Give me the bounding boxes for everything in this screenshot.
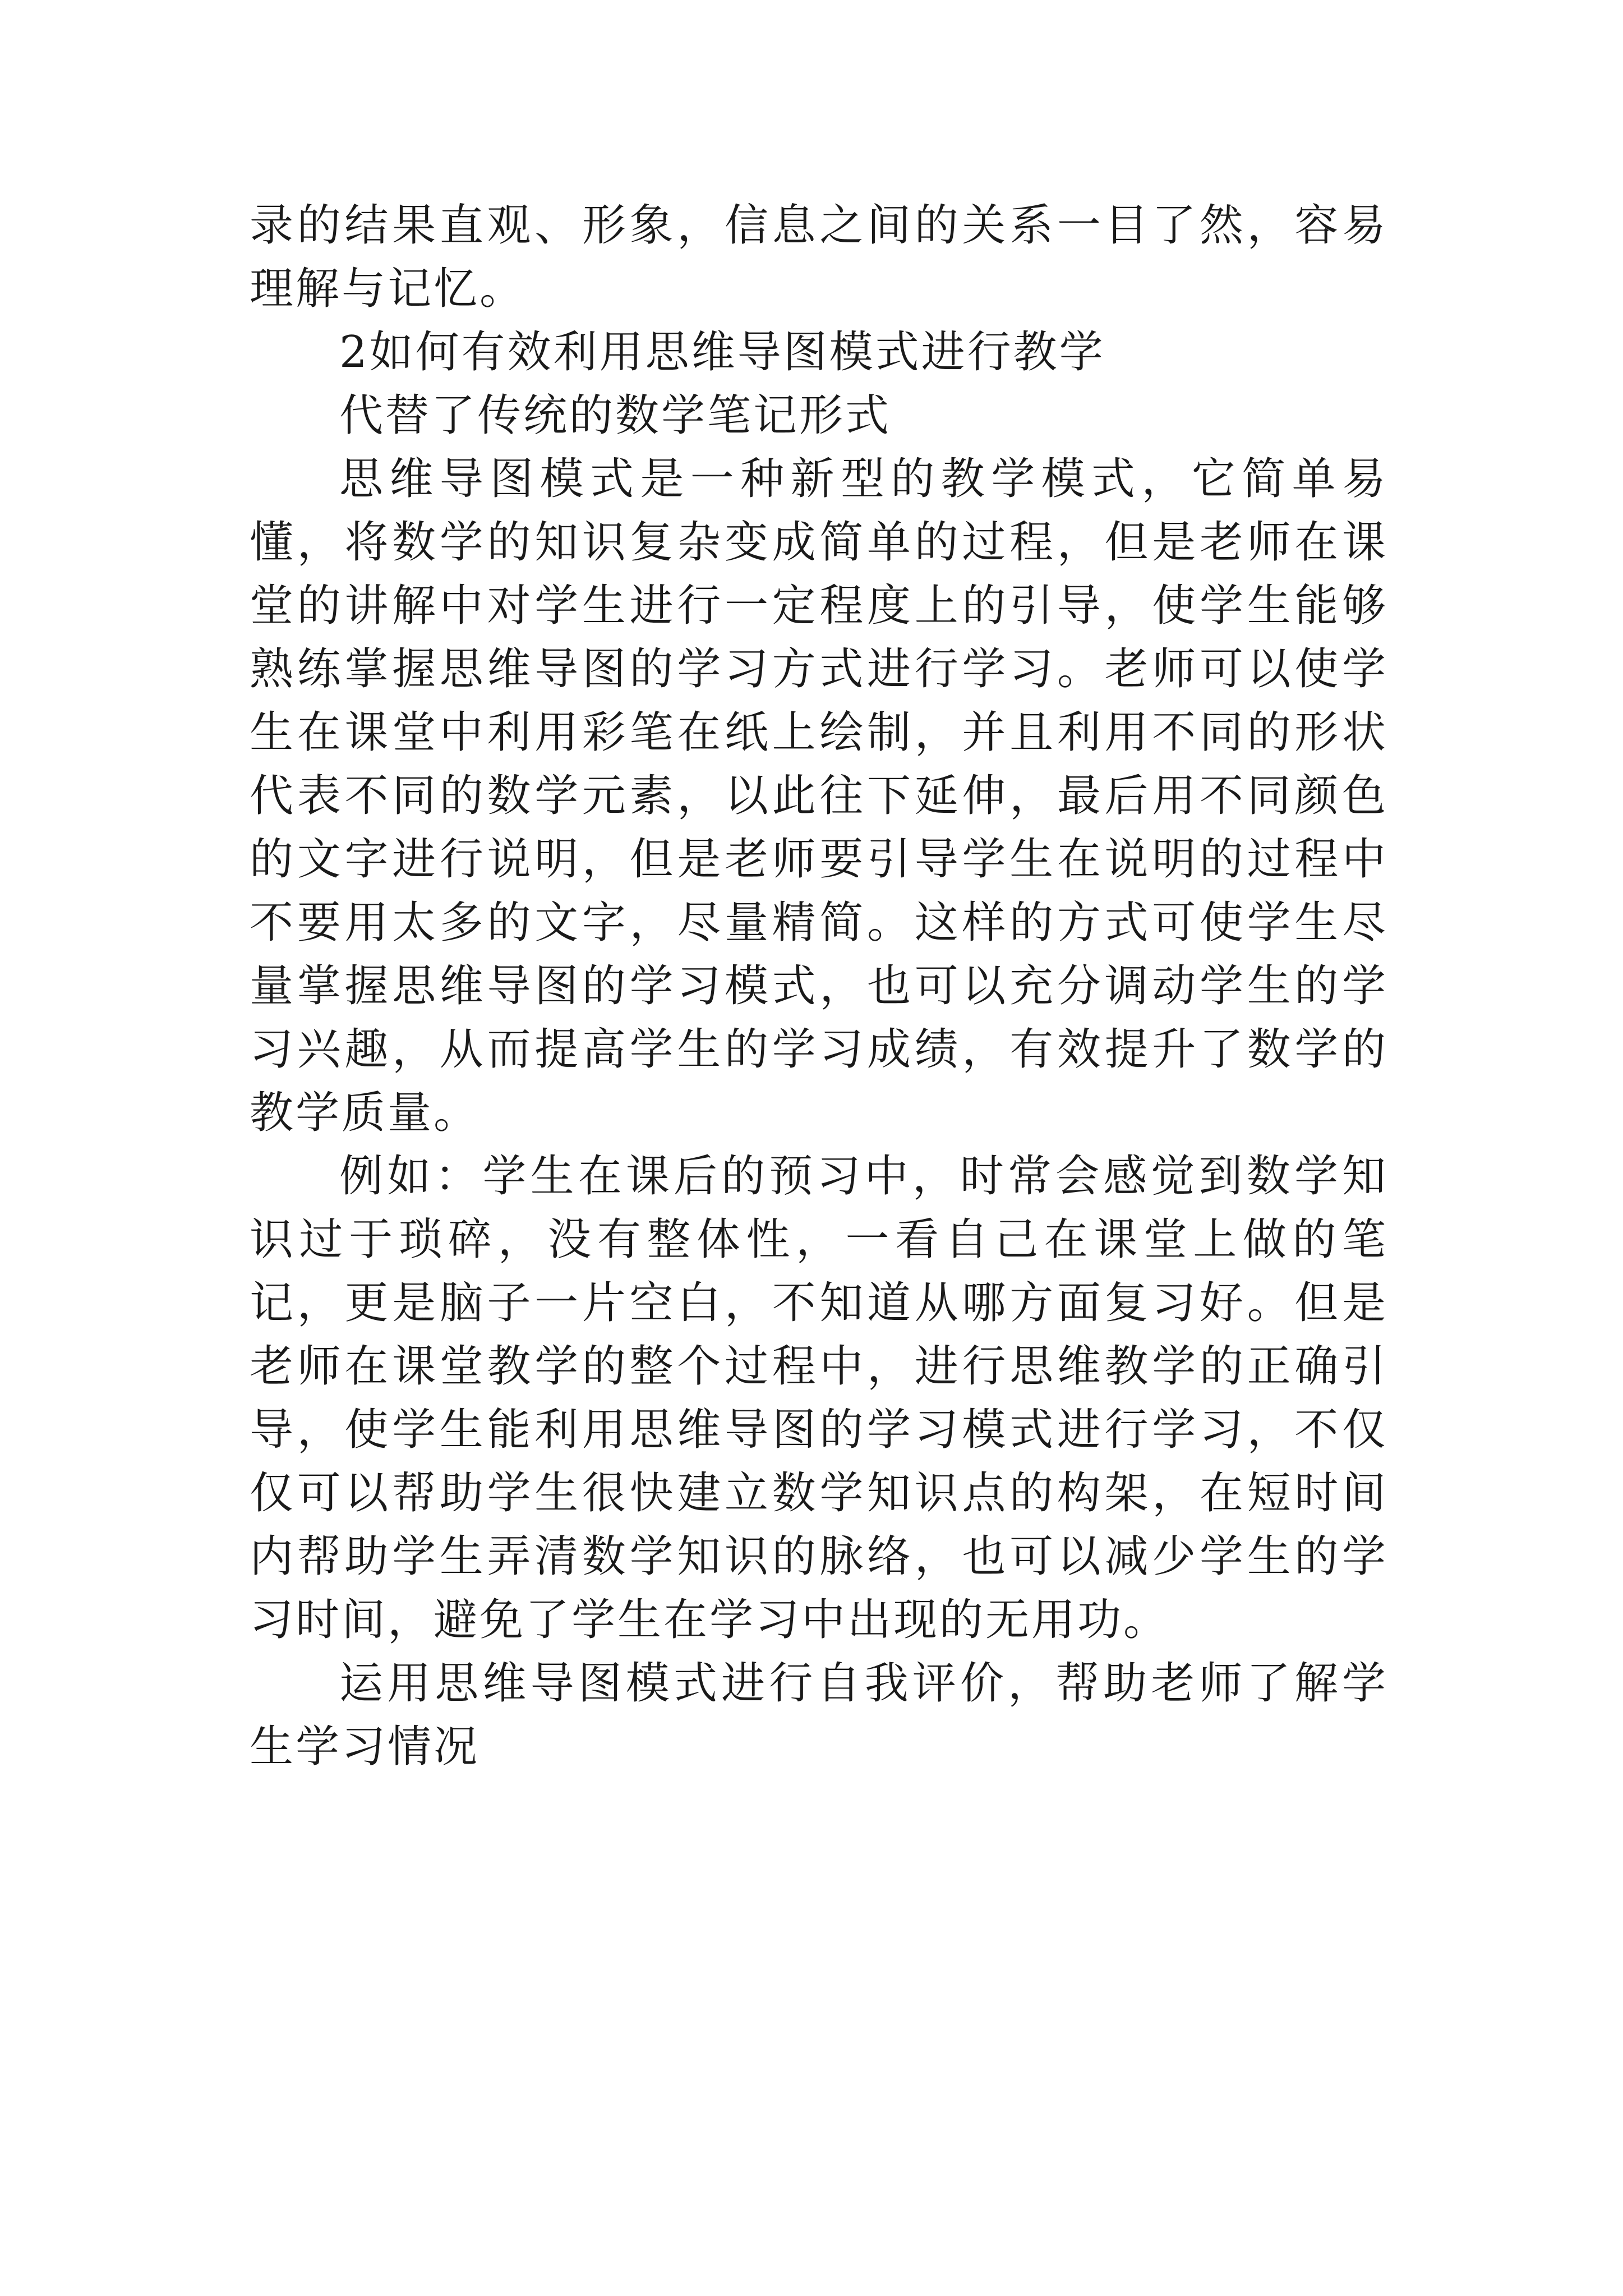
subsection-heading-self-evaluation: 运用思维导图模式进行自我评价，帮助老师了解学生学习情况 — [250, 1658, 1388, 1772]
subsection-heading: 代替了传统的数学笔记形式 — [339, 390, 892, 441]
section-heading: 2如何有效利用思维导图模式进行教学 — [339, 327, 1105, 378]
paragraph-mind-map-mode: 思维导图模式是一种新型的教学模式，它简单易懂，将数学的知识复杂变成简单的过程，但是老师在课堂的讲解中对学生进行一定程度上的引导，使学生能够熟练掌握思维导图的学习方式进行学习。老师可以使学生在课堂中利用彩笔在纸上绘制，并且利用不同的形状代表不同的数学元素，以此往下延伸，最后用不同颜色的文字进行说明，但是老师要引导学生在说明的过程中不要用太多的文字，尽量精简。这样的方式可使学生尽量掌握思维导图的学习模式，也可以充分调动学生的学习兴趣，从而提高学生的学习成绩，有效提升了数学的教学质量。 — [250, 454, 1388, 1138]
paragraph-example: 例如：学生在课后的预习中，时常会感觉到数学知识过于琐碎，没有整体性，一看自己在课堂上做的笔记，更是脑子一片空白，不知道从哪方面复习好。但是老师在课堂教学的整个过程中，进行思维教学的正确引导，使学生能利用思维导图的学习模式进行学习，不仅仅可以帮助学生很快建立数学知识点的构架，在短时间内帮助学生弄清数学知识的脉络，也可以减少学生的学习时间，避免了学生在学习中出现的无用功。 — [250, 1151, 1388, 1645]
paragraph-continuation: 录的结果直观、形象，信息之间的关系一目了然，容易理解与记忆。 — [250, 200, 1388, 314]
document-body — [250, 194, 1388, 1779]
